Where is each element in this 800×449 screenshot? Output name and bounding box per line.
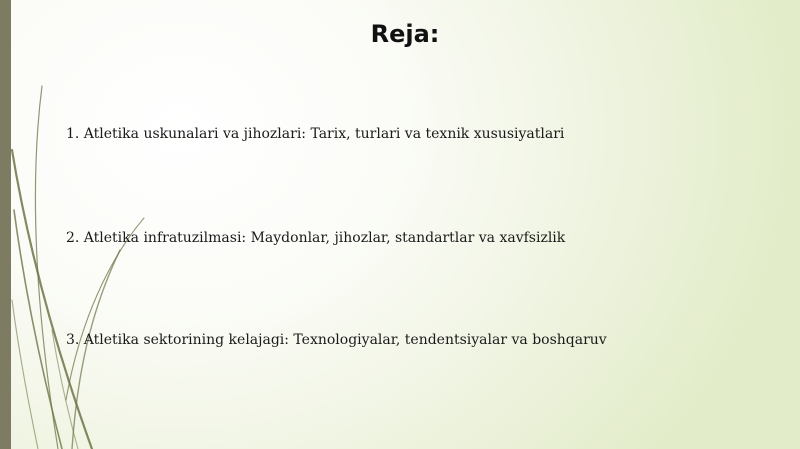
slide-title: Reja: bbox=[370, 20, 440, 48]
list-item: 1. Atletika uskunalari va jihozlari: Tarix, turlari va texnik xususiyatlari bbox=[66, 126, 565, 142]
list-item: 2. Atletika infratuzilmasi: Maydonlar, jihozlar, standartlar va xavfsizlik bbox=[66, 230, 566, 246]
list-item: 3. Atletika sektorining kelajagi: Texnologiyalar, tendentsiyalar va boshqaruv bbox=[66, 332, 607, 348]
